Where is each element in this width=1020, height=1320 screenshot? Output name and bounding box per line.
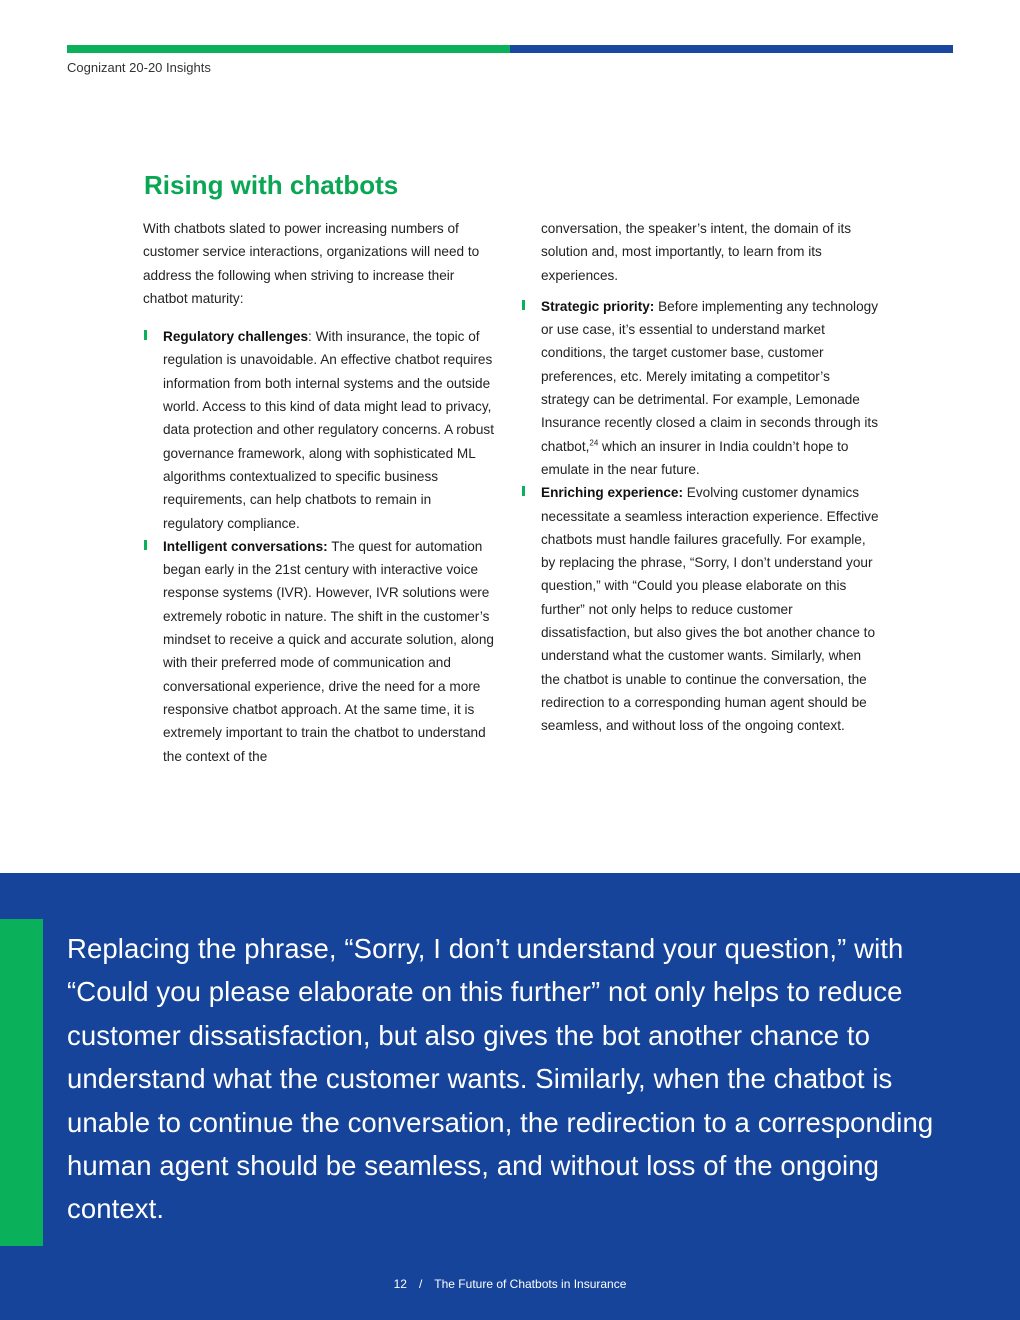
footer-separator: /: [418, 1277, 423, 1291]
bullet-text: : With insurance, the topic of regulation is unavoidable. An effective chatbot requires information from both internal systems and the outside world. Access to this kind of data might lead to privacy, data protection and other regulatory concerns. A robust governance framework, along with sophisticated ML algorithms contextualized to specific business requirements, can help chatbots to remain in regulatory compliance.: [163, 329, 494, 531]
bullet-heading: Strategic priority:: [541, 298, 655, 314]
bullet-marker: [144, 540, 147, 550]
bullet-marker: [144, 330, 147, 340]
bullet-text: Before implementing any technology or use case, it’s essential to understand market conditions, the target customer base, customer preferences, etc. Merely imitating a competitor’s strategy can be detrimental. For example, Lemonade Insurance recently closed a claim in seconds through its chatbot,: [541, 298, 878, 454]
bullet-heading: Regulatory challenges: [163, 329, 309, 345]
top-rule: [67, 45, 953, 53]
top-rule-green: [67, 45, 510, 53]
bullet-strategic: [521, 295, 881, 481]
pull-quote-accent-bar: [0, 919, 43, 1246]
publication-label: Cognizant 20-20 Insights: [67, 60, 211, 75]
footnote-ref[interactable]: 24: [589, 438, 599, 448]
top-rule-blue: [510, 45, 953, 53]
bullet-text-after: which an insurer in India couldn’t hope to emulate in the near future.: [541, 438, 849, 477]
page-footer: [0, 1277, 1020, 1291]
section-title: Rising with chatbots: [144, 170, 399, 200]
left-column: [143, 217, 495, 768]
pull-quote: Replacing the phrase, “Sorry, I don’t understand your question,” with “Could you please elaborate on this further” not only helps to reduce customer dissatisfaction, but also gives the bot another chance to understand what the customer wants. Similarly, when the chatbot is unable to continue the conversation, the redirection to a corresponding human agent should be seamless, and without loss of the ongoing context.: [67, 933, 934, 1225]
bullet-enriching: [521, 481, 881, 737]
bullet-text: The quest for automation began early in the 21st century with interactive voice response systems (IVR). However, IVR solutions were extremely robotic in nature. The shift in the customer’s mindset to receive a quick and accurate solution, along with their preferred mode of communication and conversational experience, drive the need for a more responsive chatbot approach. At the same time, it is extremely important to train the chatbot to understand the context of the: [163, 538, 494, 764]
intro-paragraph: With chatbots slated to power increasing numbers of customer service interactions, organizations will need to address the following when striving to increase their chatbot maturity:: [143, 221, 480, 306]
bullet-marker: [522, 300, 525, 310]
right-column: [521, 217, 881, 738]
bullet-intelligent: [143, 535, 495, 768]
bullet-marker: [522, 486, 525, 496]
document-title: The Future of Chatbots in Insurance: [434, 1277, 627, 1291]
bullet-continuation: conversation, the speaker’s intent, the domain of its solution and, most importantly, to learn from its experiences.: [541, 221, 852, 283]
bullet-heading: Enriching experience:: [541, 485, 684, 501]
bullet-regulatory: [143, 325, 495, 535]
bullet-heading: Intelligent conversations:: [163, 538, 328, 554]
page-number: 12: [393, 1277, 407, 1291]
bullet-text: Evolving customer dynamics necessitate a seamless interaction experience. Effective chatbots must handle failures gracefully. For example, by replacing the phrase, “Sorry, I don’t understand your question,” with “Could you please elaborate on this further” not only helps to reduce customer dissatisfaction, but also gives the bot another chance to understand what the customer wants. Similarly, when the chatbot is unable to continue the conversation, the redirection to a corresponding human agent should be seamless, and without loss of the ongoing context.: [541, 485, 879, 734]
